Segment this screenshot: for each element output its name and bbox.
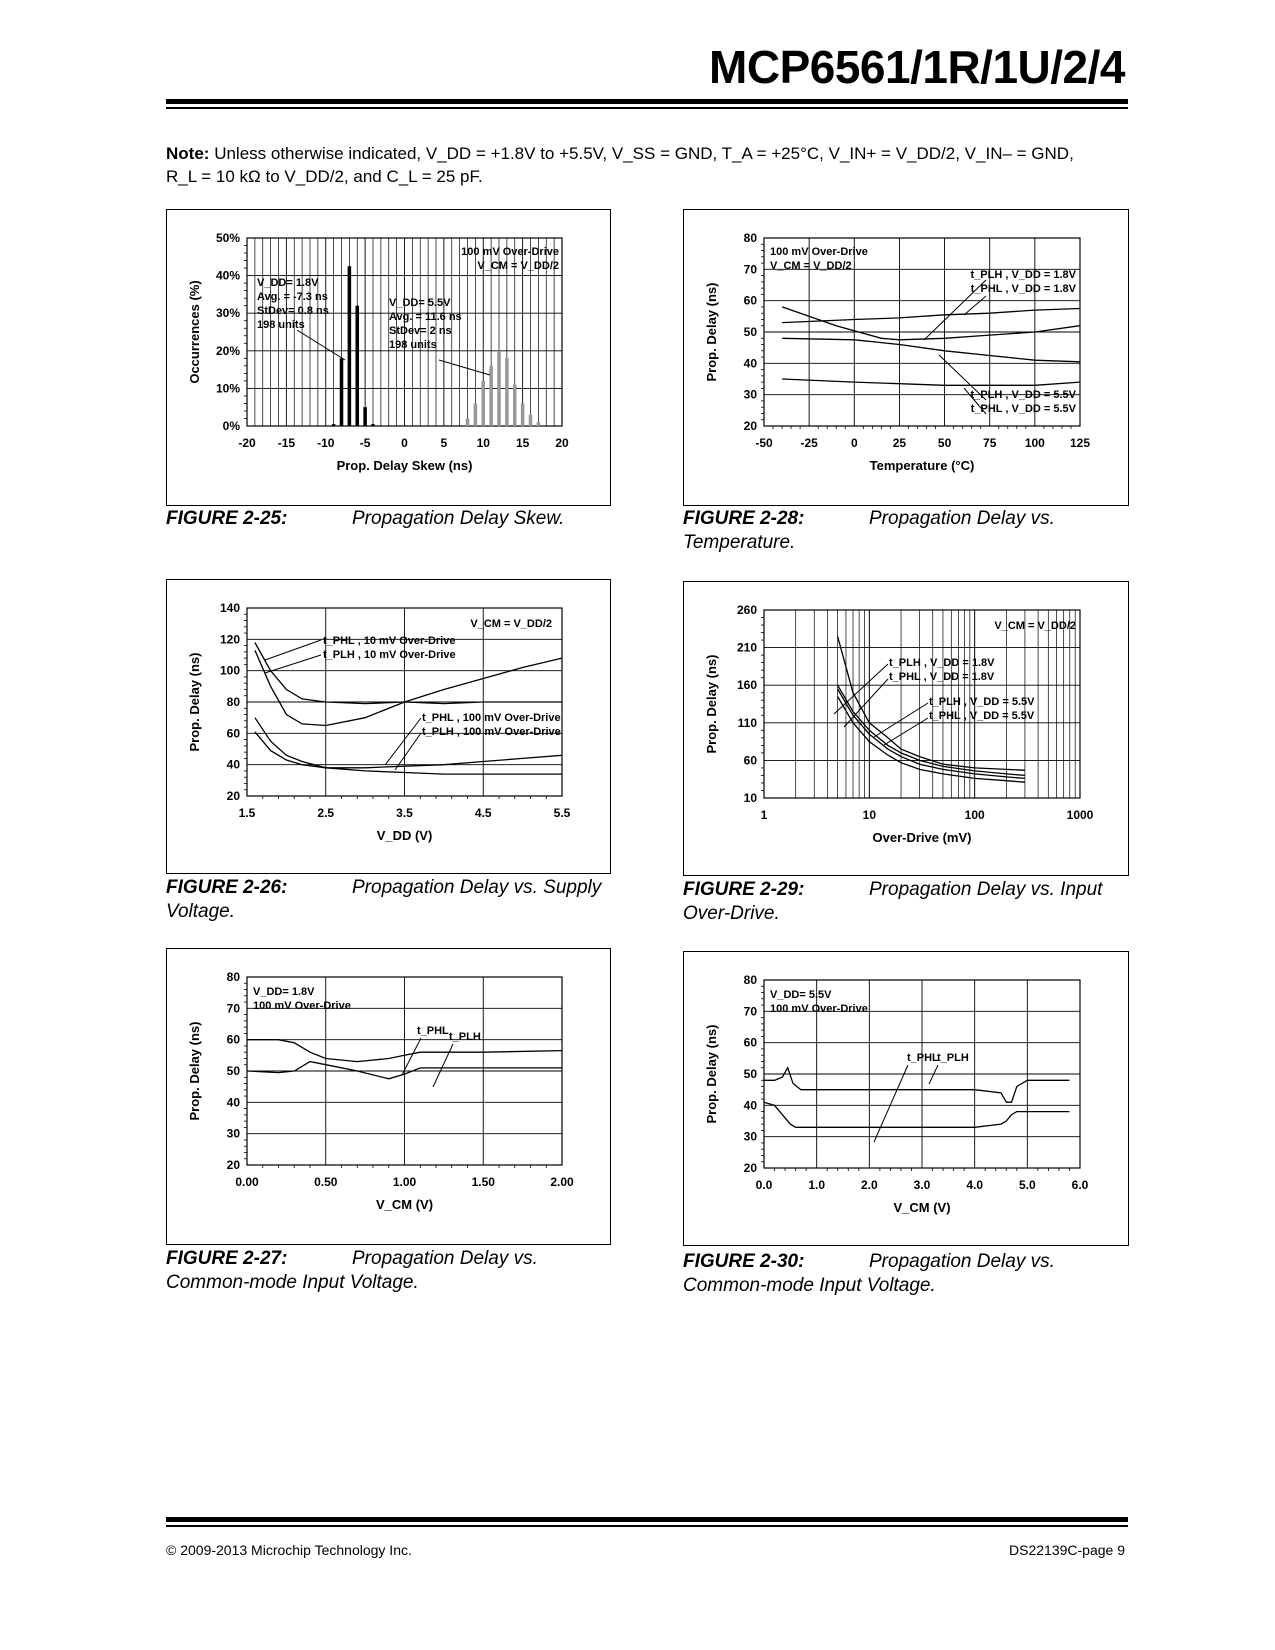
note-line-1: Unless otherwise indicated, V_DD = +1.8V to +5.5V, V_SS = GND, T_A = +25°C, V_IN+ = V_DD/2, V_IN– = GND,: [214, 144, 1074, 163]
histogram-bar: [529, 415, 533, 426]
y-tick-label: 80: [226, 695, 240, 709]
series-line: [782, 379, 1080, 385]
y-tick-label: 30: [743, 387, 757, 402]
note-label: Note:: [166, 144, 210, 163]
histogram-bar: [481, 381, 485, 426]
histogram-bar: [466, 418, 470, 426]
x-tick-label: 3.5: [396, 806, 413, 820]
figure-2-25-caption: [166, 507, 626, 531]
series-label: t_PHL: [417, 1025, 449, 1037]
x-tick-label: 0.50: [314, 1175, 338, 1189]
x-tick-label: 1.00: [392, 1175, 417, 1189]
y-tick-label: 20: [226, 789, 240, 803]
series-line: [764, 1102, 1070, 1127]
x-tick-label: 6.0: [1071, 1178, 1089, 1192]
x-tick-label: -25: [800, 436, 818, 450]
y-axis-label: Prop. Delay (ns): [704, 1024, 719, 1124]
annotation-text: V_DD= 1.8V: [257, 277, 319, 289]
x-tick-label: -15: [277, 436, 296, 450]
x-tick-label: 100: [1024, 436, 1045, 450]
y-tick-label: 210: [736, 640, 757, 655]
y-tick-label: 40%: [215, 268, 240, 283]
annotation-text: t_PLH , 100 mV Over-Drive: [422, 726, 561, 738]
annotation-text: Avg. = -7.3 ns: [257, 291, 328, 303]
figure-caption-text: Propagation Delay vs. Input Over-Drive.: [683, 879, 1103, 924]
figure-label: FIGURE 2-25:: [166, 508, 288, 529]
x-tick-label: 1: [760, 808, 768, 822]
y-tick-label: 110: [737, 715, 757, 730]
histogram-bar: [537, 422, 541, 426]
annotation-text: StDev= 0.8 ns: [257, 305, 329, 317]
annotation-text: V_CM = V_DD/2: [770, 260, 852, 272]
x-tick-label: 4.5: [474, 806, 492, 820]
y-axis-label: Occurrences (%): [187, 280, 202, 384]
annotation-text: 198 units: [257, 319, 305, 331]
footer-page-number: DS22139C-page 9: [1009, 1542, 1125, 1558]
annotation-text: t_PLH , 10 mV Over-Drive: [323, 649, 456, 661]
figure-label: FIGURE 2-28:: [683, 508, 805, 529]
x-tick-label: 10: [862, 808, 877, 822]
x-tick-label: 100: [964, 808, 985, 822]
x-tick-label: 125: [1069, 436, 1091, 450]
figure-2-30-caption: [683, 1250, 1143, 1298]
figure-caption-text: Propagation Delay vs. Supply Voltage.: [166, 877, 602, 922]
note-paragraph: [166, 142, 1126, 188]
y-axis-label: Prop. Delay (ns): [704, 282, 719, 382]
histogram-bar: [332, 424, 336, 426]
series-label: t_PHL: [907, 1052, 939, 1064]
y-tick-label: 70: [743, 262, 757, 277]
x-tick-label: 0.0: [755, 1178, 773, 1192]
annotation-text: StDev= 2 ns: [389, 325, 452, 337]
callout-line: [924, 280, 986, 340]
x-tick-label: 5.0: [1018, 1178, 1036, 1192]
y-tick-label: 160: [736, 678, 757, 693]
x-tick-label: 2.00: [550, 1175, 574, 1189]
annotation-text: t_PHL , V_DD = 5.5V: [970, 403, 1076, 415]
figure-2-27-chart: [166, 948, 611, 1245]
series-label: t_PLH: [449, 1031, 481, 1043]
annotation-text: 100 mV Over-Drive: [253, 1000, 351, 1012]
annotation-text: V_CM = V_DD/2: [994, 620, 1076, 632]
x-tick-label: 1.50: [471, 1175, 495, 1189]
y-tick-label: 10: [743, 791, 757, 805]
y-tick-label: 120: [219, 632, 240, 647]
page-title: MCP6561/1R/1U/2/4: [709, 41, 1125, 93]
y-tick-label: 140: [219, 601, 240, 615]
histogram-bar: [474, 403, 478, 426]
figure-label: FIGURE 2-27:: [166, 1248, 288, 1269]
annotation-text: V_DD= 5.5V: [770, 989, 832, 1001]
figure-2-27-caption: [166, 1247, 626, 1295]
y-tick-label: 30%: [215, 306, 240, 321]
x-axis-label: Prop. Delay Skew (ns): [336, 458, 473, 473]
y-tick-label: 60: [743, 753, 757, 768]
y-tick-label: 70: [226, 1001, 240, 1016]
annotation-text: t_PHL , V_DD = 1.8V: [889, 671, 995, 683]
x-tick-label: 1.0: [808, 1178, 826, 1192]
histogram-bar: [348, 266, 352, 426]
x-tick-label: 0: [850, 436, 858, 450]
y-axis-label: Prop. Delay (ns): [187, 652, 202, 752]
x-tick-label: 20: [555, 436, 569, 450]
y-tick-label: 20: [743, 419, 757, 433]
y-tick-label: 40: [226, 1095, 240, 1110]
x-tick-label: -20: [238, 436, 256, 450]
y-tick-label: 60: [226, 1032, 240, 1047]
histogram-bar: [340, 358, 344, 426]
x-tick-label: 2.5: [317, 806, 335, 820]
y-tick-label: 0%: [222, 419, 240, 433]
x-tick-label: -5: [359, 436, 371, 450]
plot-area: [187, 231, 569, 473]
x-tick-label: -10: [317, 436, 335, 450]
x-tick-label: 0.00: [235, 1175, 259, 1189]
callout-line: [297, 330, 345, 360]
header-rule-thick: [166, 99, 1128, 104]
x-tick-label: 5: [440, 436, 448, 450]
y-tick-label: 30: [226, 1126, 240, 1141]
histogram-bar: [521, 403, 525, 426]
y-tick-label: 80: [226, 970, 240, 984]
annotation-text: Avg. = 11.6 ns: [389, 311, 462, 323]
annotation-text: t_PHL , 10 mV Over-Drive: [323, 635, 456, 647]
figure-2-28-caption: [683, 507, 1143, 555]
plot-area: [704, 231, 1090, 473]
series-line: [764, 1068, 1070, 1103]
y-tick-label: 60: [743, 293, 757, 308]
plot-area: [187, 970, 574, 1212]
callout-line: [439, 360, 490, 375]
x-tick-label: 4.0: [966, 1178, 984, 1192]
annotation-text: V_CM = V_DD/2: [477, 260, 559, 272]
x-tick-label: 1.5: [238, 806, 256, 820]
annotation-text: t_PHL , V_DD = 1.8V: [970, 283, 1076, 295]
figure-2-29-chart: [683, 581, 1129, 876]
figure-2-26-chart: [166, 579, 611, 874]
histogram-bar: [355, 306, 359, 426]
histogram-bar: [363, 407, 367, 426]
x-axis-label: V_CM (V): [893, 1200, 951, 1215]
figure-caption-text: Propagation Delay vs. Temperature.: [683, 508, 1055, 553]
x-tick-label: 0: [401, 436, 408, 450]
y-tick-label: 40: [743, 356, 757, 371]
y-tick-label: 60: [226, 726, 240, 741]
figure-caption-text: Propagation Delay Skew.: [352, 508, 565, 529]
annotation-text: 100 mV Over-Drive: [770, 1003, 868, 1015]
y-tick-label: 260: [736, 603, 757, 617]
plot-area: [187, 601, 571, 843]
x-axis-label: Temperature (°C): [869, 458, 975, 473]
note-line-2: R_L = 10 kΩ to V_DD/2, and C_L = 25 pF.: [166, 167, 483, 186]
figure-2-30-chart: [683, 951, 1129, 1246]
plot-area: [704, 973, 1089, 1215]
x-axis-label: Over-Drive (mV): [872, 830, 972, 845]
series-line: [782, 309, 1080, 323]
y-tick-label: 50: [743, 1067, 757, 1081]
annotation-text: t_PHL , V_DD = 5.5V: [929, 710, 1035, 722]
y-tick-label: 50: [226, 1064, 240, 1078]
y-tick-label: 80: [743, 973, 757, 987]
callout-line: [884, 718, 928, 745]
callout-line: [964, 296, 986, 315]
annotation-text: t_PLH , V_DD = 5.5V: [929, 696, 1035, 708]
callout-line: [433, 1044, 453, 1087]
annotation-text: 198 units: [389, 339, 437, 351]
x-tick-label: -50: [755, 436, 773, 450]
x-tick-label: 5.5: [553, 806, 571, 820]
annotation-text: V_CM = V_DD/2: [470, 618, 552, 630]
annotation-text: V_DD= 1.8V: [253, 986, 315, 998]
y-tick-label: 10%: [215, 381, 240, 396]
series-label: t_PLH: [937, 1052, 969, 1064]
histogram-bar: [505, 358, 509, 426]
y-axis-label: Prop. Delay (ns): [704, 654, 719, 754]
footer-copyright: © 2009-2013 Microchip Technology Inc.: [166, 1542, 412, 1558]
callout-line: [939, 355, 986, 400]
x-tick-label: 50: [937, 436, 952, 450]
x-tick-label: 25: [892, 436, 907, 450]
annotation-text: 100 mV Over-Drive: [461, 246, 559, 258]
histogram-bar: [371, 424, 375, 426]
annotation-text: t_PLH , V_DD = 5.5V: [970, 389, 1076, 401]
x-tick-label: 3.0: [913, 1178, 931, 1192]
figure-2-26-caption: [166, 876, 626, 924]
y-tick-label: 60: [743, 1035, 757, 1050]
annotation-text: V_DD= 5.5V: [389, 297, 451, 309]
y-tick-label: 20: [226, 1158, 240, 1172]
series-line: [782, 307, 1080, 340]
histogram-bar: [497, 351, 501, 426]
footer-rule-thin: [166, 1525, 1128, 1527]
header-rule-thin: [166, 107, 1128, 109]
figure-label: FIGURE 2-29:: [683, 879, 805, 900]
y-tick-label: 20%: [215, 343, 240, 358]
annotation-text: 100 mV Over-Drive: [770, 246, 868, 258]
figure-caption-text: Propagation Delay vs. Common-mode Input Voltage.: [683, 1251, 1055, 1296]
plot-area: [704, 603, 1094, 845]
y-tick-label: 80: [743, 231, 757, 245]
footer-rule-thick: [166, 1517, 1128, 1522]
y-tick-label: 40: [226, 757, 240, 772]
callout-line: [265, 640, 321, 660]
figure-2-29-caption: [683, 878, 1143, 926]
x-tick-label: 75: [983, 436, 997, 450]
figure-2-25-chart: [166, 209, 611, 506]
figure-2-28-chart: [683, 209, 1129, 506]
x-tick-label: 10: [476, 436, 490, 450]
y-tick-label: 20: [743, 1161, 757, 1175]
histogram-bar: [513, 385, 517, 426]
figure-caption-text: Propagation Delay vs. Common-mode Input Voltage.: [166, 1248, 538, 1293]
figure-label: FIGURE 2-30:: [683, 1251, 805, 1272]
annotation-text: t_PHL , 100 mV Over-Drive: [422, 712, 561, 724]
y-tick-label: 50: [743, 325, 757, 339]
annotation-text: t_PLH , V_DD = 1.8V: [970, 269, 1076, 281]
callout-line: [929, 1065, 938, 1084]
figure-label: FIGURE 2-26:: [166, 877, 288, 898]
x-axis-label: V_DD (V): [376, 828, 433, 843]
x-axis-label: V_CM (V): [375, 1197, 434, 1212]
series-line: [782, 338, 1080, 362]
y-tick-label: 40: [743, 1098, 757, 1113]
y-tick-label: 50%: [215, 231, 240, 245]
y-tick-label: 70: [743, 1004, 757, 1019]
y-tick-label: 30: [743, 1129, 757, 1144]
y-tick-label: 100: [219, 663, 240, 678]
callout-line: [874, 1065, 908, 1142]
annotation-text: t_PLH , V_DD = 1.8V: [889, 657, 995, 669]
y-axis-label: Prop. Delay (ns): [187, 1021, 202, 1121]
x-tick-label: 2.0: [860, 1178, 878, 1192]
x-tick-label: 15: [515, 436, 530, 450]
x-tick-label: 1000: [1066, 808, 1094, 822]
